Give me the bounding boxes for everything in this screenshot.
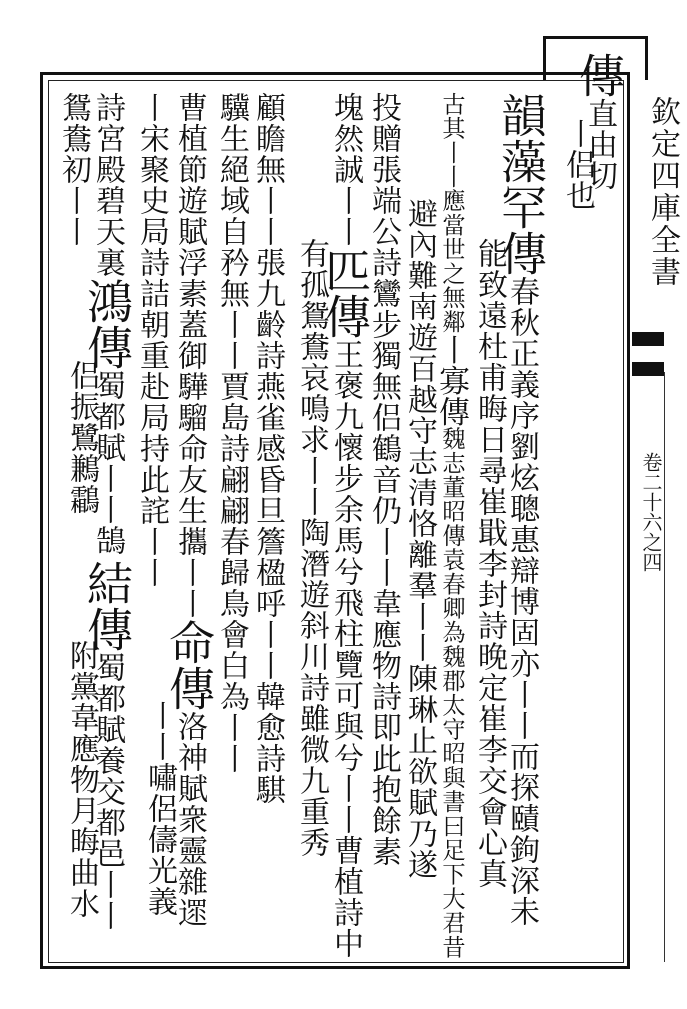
text-column xyxy=(60,640,102,919)
column-text: 蜀都賦丨丨鵠 xyxy=(90,370,125,556)
column-text: 洛神賦衆靈雜遝 xyxy=(172,711,207,928)
text-column xyxy=(556,118,598,211)
column-text: 王褒九懷步余馬兮飛柱覽可與兮丨丨曹植詩中 xyxy=(328,339,363,959)
column-text: 驥生絕域自矜無丨丨賈島詩翩翩春歸鳥會白為丨丨 xyxy=(214,92,249,774)
entry-heading: 結傳 xyxy=(80,560,134,652)
column-lead-text: 曹植節遊賦浮素蓋御驊騮命友生攜丨丨 xyxy=(172,92,207,619)
column-text: 魏志董昭傳袁春卿為魏郡太守昭與書曰足下大君昔 xyxy=(438,426,465,960)
text-column xyxy=(52,92,94,247)
text-column xyxy=(246,92,288,805)
column-lead-text: 詩宮殿碧天裏 xyxy=(90,92,125,278)
column-text: 鴛鴦初丨丨 xyxy=(56,92,91,247)
column-text: 丨宋聚史局詩詰朝重赴局持此詫丨丨 xyxy=(134,92,169,588)
column-lead-text: 塊然誠丨丨 xyxy=(328,92,363,247)
entry-heading: 鴻傳 xyxy=(80,278,134,370)
text-column xyxy=(210,92,252,774)
column-text: 丨丨嘯侶儔光義 xyxy=(142,700,177,917)
column-text: 有孤鴛鴦哀鳴求丨丨陶潛遊斜川詩雖微九重秀 xyxy=(294,238,329,858)
entry-heading: 命傳 xyxy=(162,619,216,711)
column-text: 丨侣也 xyxy=(560,118,595,211)
column-text: 春秋正義序劉炫聰惠辯博固亦丨丨而探賾鉤深未 xyxy=(504,276,539,927)
column-text: 侣振鷺鶼鸘 xyxy=(64,360,99,515)
text-column xyxy=(290,238,332,858)
column-text: 直由切 xyxy=(582,98,617,191)
volume-label: 卷二十六之四 xyxy=(639,452,663,572)
fish-tail-mark xyxy=(632,332,664,376)
text-column xyxy=(138,700,180,917)
text-column xyxy=(60,360,102,515)
book-title: 欽定四庫全書 xyxy=(645,96,680,288)
text-column xyxy=(130,92,172,588)
column-lead-text: 古其丨丨應當世之無鄰 xyxy=(438,92,465,334)
column-text: 顧瞻無丨丨張九齡詩燕雀感昏旦簷楹呼丨丨韓愈詩騏 xyxy=(250,92,285,805)
entry-heading: 匹傳 xyxy=(318,247,372,339)
entry-heading: 丨寡傳 xyxy=(433,334,469,427)
column-text: 蜀都賦養交都邑丨丨 xyxy=(90,652,125,931)
column-text: 能致遠杜甫晦日尋崔戢李封詩晚定崔李交會心真 xyxy=(472,238,507,889)
column-text: 避內難南遊百越守志清恪離羣丨丨陳琳止欲賦乃遂 xyxy=(402,198,437,880)
text-column xyxy=(362,92,404,867)
text-column xyxy=(398,198,440,880)
column-text: 附黨韋應物月晦曲水 xyxy=(64,640,99,919)
text-column xyxy=(468,238,510,889)
entry-heading: 傳 xyxy=(572,52,626,98)
column-text: 投贈張端公詩鸞步獨無侣鶴音仍丨丨韋應物詩即此抱餘素 xyxy=(366,92,401,867)
entry-heading: 韻藻罕傳 xyxy=(494,92,548,276)
